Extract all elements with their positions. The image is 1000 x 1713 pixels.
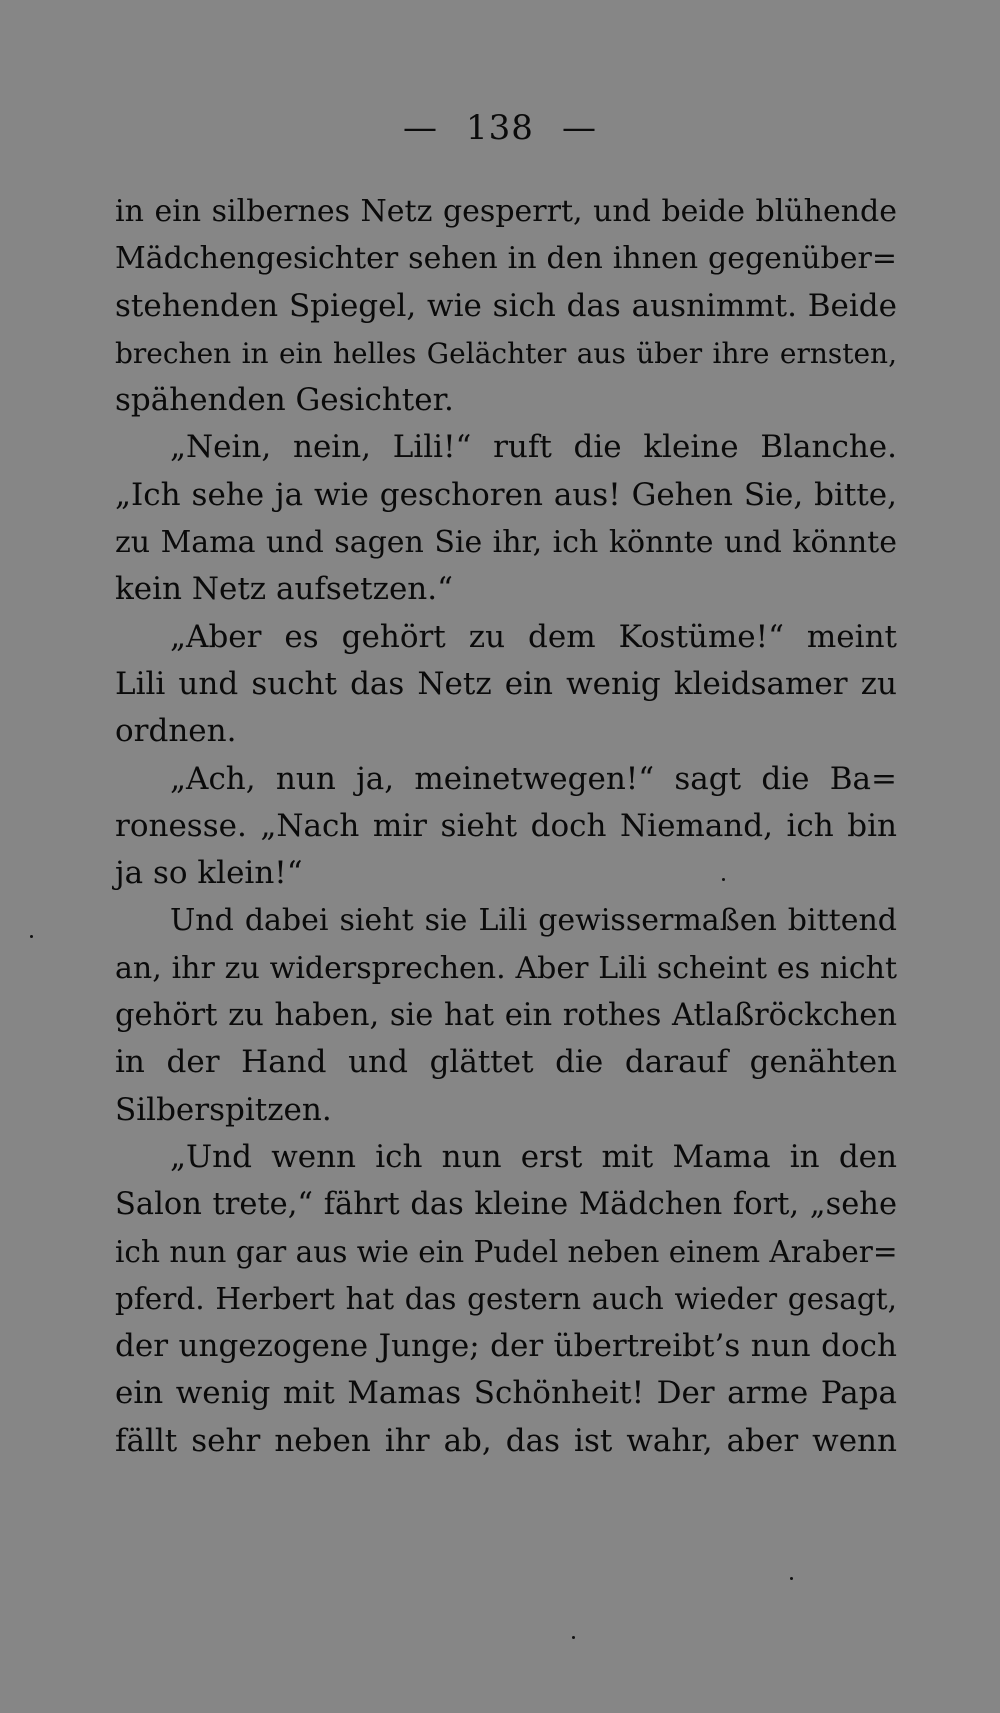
- text-line: zu Mama und sagen Sie ihr, ich könnte und könnte: [115, 525, 897, 561]
- print-speck: [572, 1636, 575, 1639]
- text-line: „Aber es gehört zu dem Kostüme!“ meint: [170, 618, 897, 655]
- text-line: Salon trete,“ fährt das kleine Mädchen fort, „sehe: [115, 1187, 897, 1223]
- text-line: „Und wenn ich nun erst mit Mama in den: [170, 1138, 897, 1175]
- header-dash-right: —: [561, 108, 597, 148]
- text-line: gehört zu haben, sie hat ein rothes Atlaßröckchen: [115, 998, 897, 1034]
- text-line: der ungezogene Junge; der übertreibt’s nun doch: [115, 1328, 897, 1365]
- text-line: Mädchengesichter sehen in den ihnen gegenüber=: [115, 241, 897, 277]
- text-line: ordnen.: [115, 713, 237, 750]
- text-line: ich nun gar aus wie ein Pudel neben einem Araber=: [115, 1234, 898, 1269]
- text-line: ronesse. „Nach mir sieht doch Niemand, ich bin: [115, 807, 897, 844]
- text-line: Silberspitzen.: [115, 1091, 332, 1128]
- print-speck: [30, 935, 33, 938]
- text-line: an, ihr zu widersprechen. Aber Lili scheint es nicht: [115, 950, 897, 986]
- text-line: „Nein, nein, Lili!“ ruft die kleine Blanche.: [170, 429, 897, 466]
- text-line: Und dabei sieht sie Lili gewissermaßen bittend: [170, 903, 897, 939]
- text-line: „Ach, nun ja, meinetwegen!“ sagt die Ba=: [170, 760, 897, 797]
- text-line: in der Hand und glättet die darauf genähten: [115, 1044, 897, 1081]
- text-line: „Ich sehe ja wie geschoren aus! Gehen Sie, bitte,: [115, 476, 897, 513]
- header-dash-left: —: [403, 108, 439, 148]
- page-number: 138: [466, 108, 534, 148]
- print-speck: [790, 1577, 793, 1580]
- text-line: kein Netz aufsetzen.“: [115, 571, 453, 608]
- text-line: Lili und sucht das Netz ein wenig kleidsamer zu: [115, 665, 897, 702]
- text-line: stehenden Spiegel, wie sich das ausnimmt. Beide: [115, 287, 897, 324]
- print-speck: [722, 878, 725, 881]
- text-line: spähenden Gesichter.: [115, 382, 454, 419]
- body-text: [115, 188, 897, 1465]
- text-line: ein wenig mit Mamas Schönheit! Der arme Papa: [115, 1375, 897, 1412]
- text-line: brechen in ein helles Gelächter aus über ihre ernsten,: [115, 336, 897, 370]
- text-line: ja so klein!“: [115, 855, 303, 892]
- text-line: fällt sehr neben ihr ab, das ist wahr, aber wenn: [115, 1422, 897, 1459]
- text-line: in ein silbernes Netz gesperrt, und beide blühende: [115, 194, 897, 229]
- page-header: [0, 108, 1000, 148]
- text-line: pferd. Herbert hat das gestern auch wieder gesagt,: [115, 1281, 897, 1316]
